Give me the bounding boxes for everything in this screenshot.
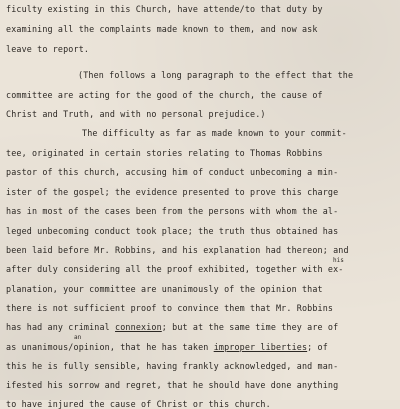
text-segment: ; but at the same time they are of — [161, 322, 339, 332]
text-line-2 — [6, 24, 318, 34]
text-segment: has had any criminal — [6, 322, 116, 332]
text-line-4 — [78, 70, 353, 80]
text-line-13 — [6, 245, 349, 255]
text-segment: has in most of the cases been from the persons with whom the al- — [6, 206, 339, 216]
text-line-5 — [6, 90, 323, 100]
text-segment: Christ and Truth, and with no personal prejudice.) — [6, 109, 266, 119]
text-segment: after duly considering all the proof exhibited, together with — [6, 264, 328, 274]
text-line-17 — [6, 322, 338, 332]
text-segment: as unanimous/opinion, that he has taken — [6, 342, 214, 352]
text-line-16 — [6, 303, 333, 313]
text-segment: been laid before Mr. Robbins, and his explanation had thereon; and — [6, 245, 349, 255]
text-line-6 — [6, 109, 266, 119]
text-line-11 — [6, 206, 338, 216]
text-segment: leave to report. — [6, 44, 90, 54]
text-line-14 — [6, 264, 344, 274]
text-line-10 — [6, 187, 338, 197]
underlined-text: connexion — [115, 322, 162, 332]
text-segment: committee are acting for the good of the church, the cause of — [6, 90, 323, 100]
text-segment: planation, your committee are unanimously of the opinion that — [6, 284, 323, 294]
text-line-1 — [6, 4, 323, 14]
text-line-21 — [6, 399, 271, 409]
text-segment: leged unbecoming conduct took place; the truth thus obtained has — [6, 226, 339, 236]
text-line-12 — [6, 226, 338, 236]
text-segment: there is not sufficient proof to convince them that Mr. Robbins — [6, 303, 334, 313]
text-line-15 — [6, 284, 323, 294]
text-line-7 — [82, 128, 347, 138]
text-line-9 — [6, 167, 338, 177]
handwritten-insertion-his: his — [333, 257, 344, 264]
text-line-8 — [6, 148, 323, 158]
text-segment: to have injured the cause of Christ or this church. — [6, 399, 271, 409]
text-segment: ; of — [307, 342, 328, 352]
text-segment: (Then follows a long paragraph to the effect that the — [78, 70, 354, 80]
handwritten-insertion-an: an — [74, 334, 82, 341]
text-line-20 — [6, 380, 338, 390]
text-segment: ex- — [327, 264, 344, 274]
text-segment: this he is fully sensible, having frankly acknowledged, and man- — [6, 361, 339, 371]
text-segment: ister of the gospel; the evidence presented to prove this charge — [6, 187, 339, 197]
text-line-18 — [6, 342, 328, 352]
text-segment: examining all the complaints made known to them, and now ask — [6, 24, 318, 34]
text-segment: pastor of this church, accusing him of conduct unbecoming a min- — [6, 167, 339, 177]
underlined-text: improper liberties — [213, 342, 308, 352]
text-segment: ficulty existing in this Church, have attende/to that duty by — [6, 4, 323, 14]
text-segment: tee, originated in certain stories relating to Thomas Robbins — [6, 148, 323, 158]
text-segment: ifested his sorrow and regret, that he should have done anything — [6, 380, 339, 390]
text-line-19 — [6, 361, 338, 371]
text-line-3 — [6, 44, 89, 54]
text-segment: The difficulty as far as made known to your commit- — [82, 128, 347, 138]
